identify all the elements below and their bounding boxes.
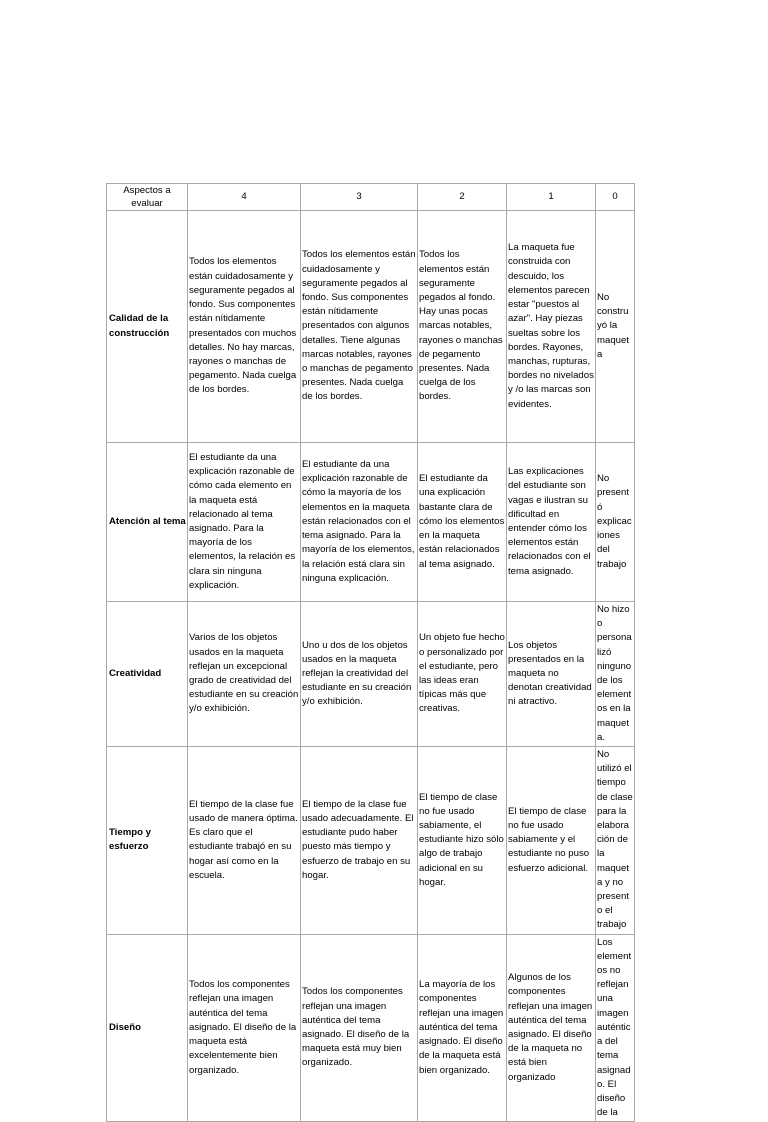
table-cell: Los elementos no reflejan una imagen auténtica del tema asignado. El diseño de la bbox=[596, 934, 635, 1122]
table-cell: Todos los componentes reflejan una imagen auténtica del tema asignado. El diseño de la maqueta está muy bien organizado. bbox=[301, 934, 418, 1122]
table-cell: El tiempo de la clase fue usado de manera óptima. Es claro que el estudiante trabajó en su hogar así como en la escuela. bbox=[188, 747, 301, 935]
table-cell: Uno u dos de los objetos usados en la maqueta reflejan la creatividad del estudiante en su creación y/o exhibición. bbox=[301, 602, 418, 747]
table-cell: Los objetos presentados en la maqueta no denotan creatividad ni atractivo. bbox=[507, 602, 596, 747]
table-cell: El estudiante da una explicación razonable de cómo la mayoría de los elementos en la maqueta están relacionados con el tema asignado. Para la mayoría de los elementos, la relación está clara sin ninguna explicación. bbox=[301, 443, 418, 602]
header-row bbox=[107, 184, 635, 211]
row-aspect: Diseño bbox=[107, 934, 188, 1122]
table-cell: Todos los elementos están seguramente pegados al fondo. Hay unas pocas marcas notables, rayones o manchas de pegamento presentes. Nada cuelga de los bordes. bbox=[418, 211, 507, 443]
table-cell: El estudiante da una explicación bastante clara de cómo los elementos en la maqueta están relacionados al tema asignado. bbox=[418, 443, 507, 602]
header-score-4: 4 bbox=[188, 184, 301, 211]
header-aspect: Aspectos a evaluar bbox=[107, 184, 188, 211]
row-aspect: Creatividad bbox=[107, 602, 188, 747]
table-cell: Todos los elementos están cuidadosamente y seguramente pegados al fondo. Sus componentes están nítidamente presentados con algunos detalles. Tiene algunas marcas notables, rayones o manchas de pegamento presentes. Nada cuelga de los bordes. bbox=[301, 211, 418, 443]
table-cell: El tiempo de clase no fue usado sabiamente y el estudiante no puso esfuerzo adicional. bbox=[507, 747, 596, 935]
header-score-3: 3 bbox=[301, 184, 418, 211]
table-row bbox=[107, 934, 635, 1122]
table-cell: Todos los componentes reflejan una imagen auténtica del tema asignado. El diseño de la maqueta está excelentemente bien organizado. bbox=[188, 934, 301, 1122]
header-score-1: 1 bbox=[507, 184, 596, 211]
header-score-0: 0 bbox=[596, 184, 635, 211]
table-cell: No utilizó el tiempo de clase para la elaboración de la maqueta y no presento el trabajo bbox=[596, 747, 635, 935]
table-cell: No construyó la maqueta bbox=[596, 211, 635, 443]
table-row bbox=[107, 747, 635, 935]
header-score-2: 2 bbox=[418, 184, 507, 211]
table-cell: No hizo o personalizó ninguno de los elementos en la maqueta. bbox=[596, 602, 635, 747]
table-cell: Varios de los objetos usados en la maqueta reflejan un excepcional grado de creatividad del estudiante en su creación y/o exhibición. bbox=[188, 602, 301, 747]
table-row bbox=[107, 443, 635, 602]
table-row bbox=[107, 211, 635, 443]
row-aspect: Tiempo y esfuerzo bbox=[107, 747, 188, 935]
table-row bbox=[107, 602, 635, 747]
row-aspect: Atención al tema bbox=[107, 443, 188, 602]
table-cell: El tiempo de la clase fue usado adecuadamente. El estudiante pudo haber puesto más tiempo y esfuerzo de trabajo en su hogar. bbox=[301, 747, 418, 935]
row-aspect: Calidad de la construcción bbox=[107, 211, 188, 443]
table-cell: No presentó explicaciones del trabajo bbox=[596, 443, 635, 602]
table-cell: El estudiante da una explicación razonable de cómo cada elemento en la maqueta está relacionado al tema asignado. Para la mayoría de los elementos, la relación es clara sin ninguna explicación. bbox=[188, 443, 301, 602]
table-cell: Las explicaciones del estudiante son vagas e ilustran su dificultad en entender cómo los elementos están relacionados con el tema asignado. bbox=[507, 443, 596, 602]
table-cell: Todos los elementos están cuidadosamente y seguramente pegados al fondo. Sus componentes están nítidamente presentados con muchos detalles. No hay marcas, rayones o manchas de pegamento. Nada cuelga de los bordes. bbox=[188, 211, 301, 443]
table-cell: Un objeto fue hecho o personalizado por el estudiante, pero las ideas eran típicas más que creativas. bbox=[418, 602, 507, 747]
table-cell: El tiempo de clase no fue usado sabiamente, el estudiante hizo sólo algo de trabajo adicional en su hogar. bbox=[418, 747, 507, 935]
table-cell: La maqueta fue construida con descuido, los elementos parecen estar "puestos al azar". Hay piezas sueltas sobre los bordes. Rayones, manchas, rupturas, bordes no nivelados y /o las marcas son evidentes. bbox=[507, 211, 596, 443]
rubric-table bbox=[106, 183, 635, 1122]
table-cell: La mayoría de los componentes reflejan una imagen auténtica del tema asignado. El diseño de la maqueta está bien organizado. bbox=[418, 934, 507, 1122]
table-cell: Algunos de los componentes reflejan una imagen auténtica del tema asignado. El diseño de la maqueta no está bien organizado bbox=[507, 934, 596, 1122]
